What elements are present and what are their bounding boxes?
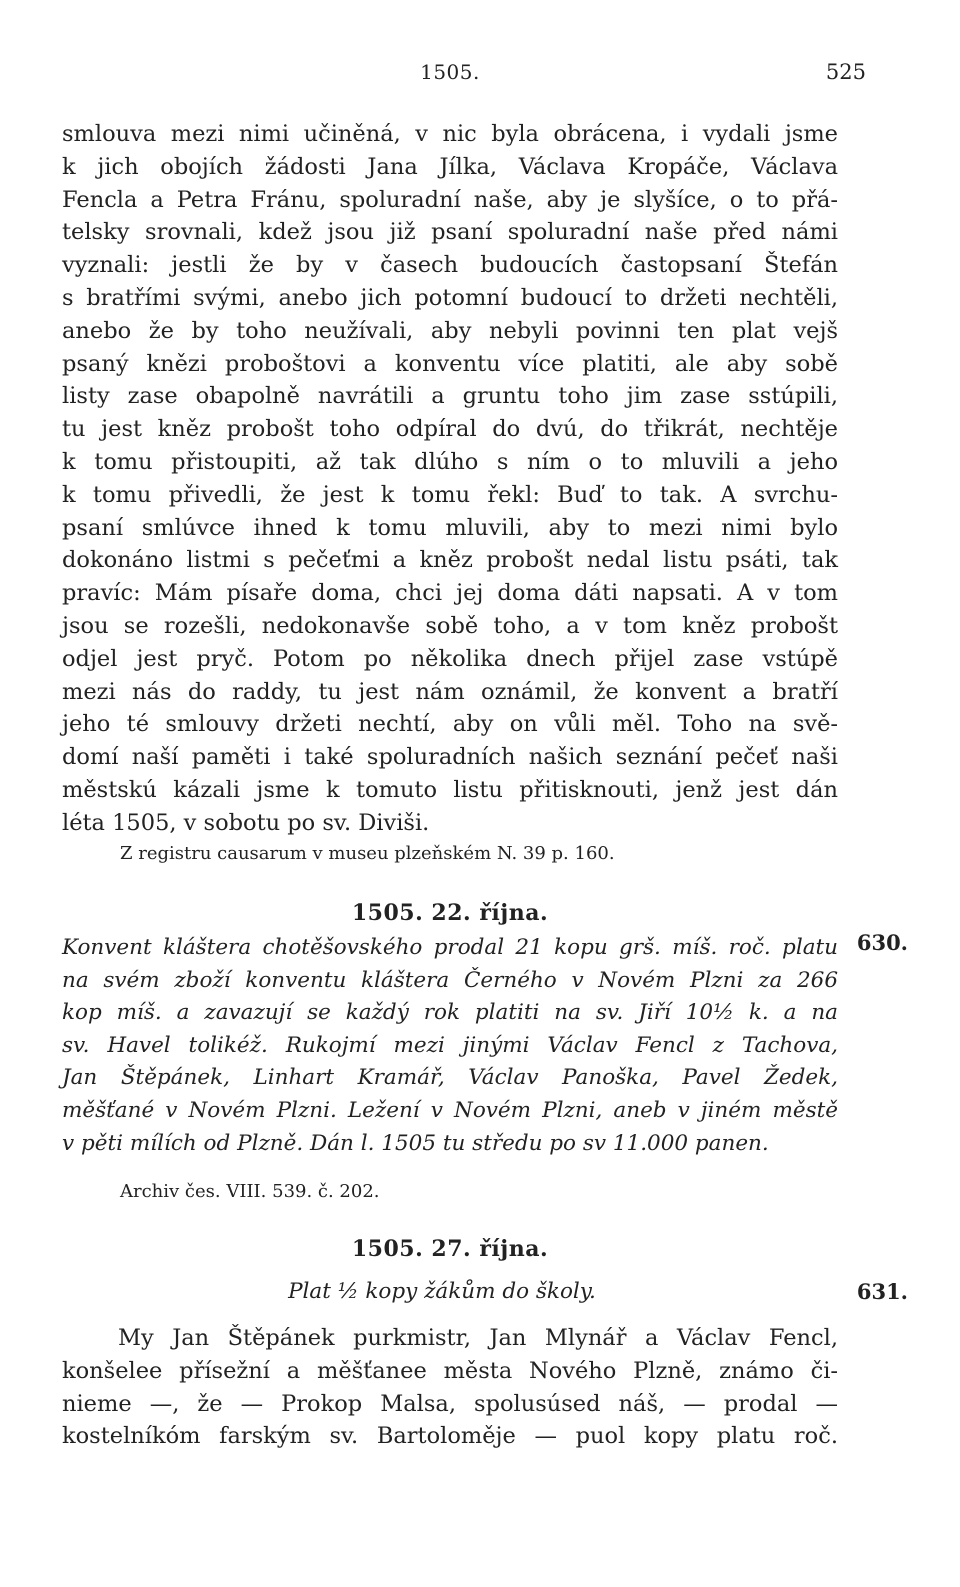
text-line: městskú kázali jsme k tomuto listu přitisknouti, jenž jest dán <box>62 776 838 803</box>
regest-line: Jan Štěpánek, Linhart Kramář, Václav Panoška, Pavel Žedek, <box>62 1065 838 1091</box>
text-line: psaní smlúvce ihned k tomu mluvili, aby to mezi nimi bylo <box>62 514 838 541</box>
text-line: k tomu přistoupiti, až tak dlúho s ním o to mluvili a jeho <box>62 448 838 475</box>
regest-line: na svém zboží konventu kláštera Černého v Novém Plzni za 266 <box>62 967 838 993</box>
text-line: jsou se rozešli, nedokonavše sobě toho, a v tom kněz probošt <box>62 612 838 639</box>
text-line: jeho té smlouvy držeti nechtí, aby on vůli měl. Toho na svě- <box>62 711 838 738</box>
text-line: My Jan Štěpánek purkmistr, Jan Mlynář a Václav Fencl, <box>118 1325 838 1351</box>
text-line: konšelee přísežní a měšťanee města Nového Plzně, známo či- <box>62 1357 838 1384</box>
regest-line: sv. Havel tolikéž. Rukojmí mezi jinými Václav Fencl z Tachova, <box>62 1032 838 1058</box>
text-line: pravíc: Mám písaře doma, chci jej doma dáti napsati. A v tom <box>62 580 838 607</box>
text-line: nieme —, že — Prokop Malsa, spolusúsed náš, — prodal — <box>62 1390 838 1417</box>
text-line: k jich obojích žádosti Jana Jílka, Václava Kropáče, Václava <box>62 153 838 180</box>
text-line: telsky srovnali, kdež jsou již psaní spoluradní naše před námi <box>62 219 838 246</box>
regest-line: v pěti mílích od Plzně. Dán l. 1505 tu středu po sv 11.000 panen. <box>62 1130 769 1156</box>
text-line: kostelníkóm farským sv. Bartoloměje — puol kopy platu roč. <box>62 1423 838 1450</box>
text-line: k tomu přivedli, že jest k tomu řekl: Buď to tak. A svrchu- <box>62 481 838 508</box>
text-line: psaný knězi proboštovi a konventu více platiti, ale aby sobě <box>62 350 838 377</box>
text-line: listy zase obapolně navrátili a gruntu toho jim zase sstúpili, <box>62 383 838 410</box>
text-line: Fencla a Petra Fránu, spoluradní naše, aby je slyšíce, o to přá- <box>62 186 838 213</box>
entry-regest <box>62 932 838 1160</box>
entry-date-heading: 1505. 27. října. <box>351 1236 549 1262</box>
text-line: odjel jest pryč. Potom po několika dnech přijel zase vstúpě <box>62 645 838 672</box>
source-citation: Archiv čes. VIII. 539. č. 202. <box>120 1181 380 1202</box>
text-line: tu jest kněz probošt toho odpíral do dvú, do třikrát, nechtěje <box>62 416 838 443</box>
text-line: léta 1505, v sobotu po sv. Diviši. <box>62 809 430 836</box>
regest-line: Konvent kláštera chotěšovského prodal 21 kopu grš. míš. roč. platu <box>62 935 838 960</box>
source-citation: Z registru causarum v museu plzeňském N. 39 p. 160. <box>120 843 615 864</box>
continued-document-text <box>62 118 838 840</box>
text-line: s bratřími svými, anebo jich potomní budoucí to držeti nechtěli, <box>62 284 838 311</box>
page-number: 525 <box>825 60 866 84</box>
entry-number: 630. <box>856 930 908 955</box>
entry-number: 631. <box>856 1279 908 1304</box>
regest-line: kop míš. a zavazují se každý rok platiti na sv. Jiří 10½ k. a na <box>62 1000 838 1026</box>
entry-title: Plat ½ kopy žákům do školy. <box>288 1279 596 1304</box>
text-line: smlouva mezi nimi učiněná, v nic byla obrácena, i vydali jsme <box>62 121 838 147</box>
entry-date-heading: 1505. 22. října. <box>351 900 549 926</box>
running-head-year: 1505. <box>420 60 480 84</box>
text-line: mezi nás do raddy, tu jest nám oznámil, že konvent a bratří <box>62 678 838 705</box>
regest-line: měšťané v Novém Plzni. Ležení v Novém Plzni, aneb v jiném městě <box>62 1097 838 1123</box>
text-line: dokonáno listmi s pečeťmi a kněz probošt nedal listu psáti, tak <box>62 547 838 574</box>
text-line: anebo že by toho neužívali, aby nebyli povinni ten plat vejš <box>62 317 838 344</box>
entry-document-text <box>62 1322 838 1453</box>
text-line: vyznali: jestli že by v časech budoucích častopsaní Štefán <box>62 252 838 279</box>
text-line: domí naší paměti i také spoluradních našich seznání pečeť naši <box>62 744 838 771</box>
